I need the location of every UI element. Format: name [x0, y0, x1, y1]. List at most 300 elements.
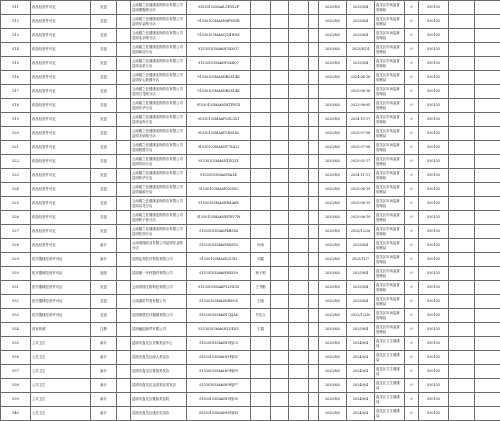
cell-date3: 2025/8/4	[347, 267, 375, 281]
cell-e2	[475, 211, 500, 225]
cell-date2: 2020/8/5	[319, 281, 347, 295]
cell-person	[251, 379, 271, 393]
cell-no: 537	[1, 365, 31, 379]
cell-admin: 530103	[419, 57, 449, 71]
cell-admin: 530103	[419, 43, 449, 57]
cell-flag: 0	[405, 127, 419, 141]
cell-e2	[475, 365, 500, 379]
table-row	[1, 169, 500, 183]
cell-cat: 变更	[91, 155, 117, 169]
cell-date1	[309, 253, 319, 267]
cell-code: 91530103MA6P4B5S4	[187, 225, 251, 239]
cell-addr: 云南健之佳健康连锁药店有限公司昆明阿子营分店	[131, 211, 187, 225]
table-row	[1, 239, 500, 253]
table-row	[1, 351, 500, 365]
cell-e2	[475, 337, 500, 351]
cell-flag: 0	[405, 239, 419, 253]
cell-person	[251, 85, 271, 99]
cell-flag: 0	[405, 309, 419, 323]
cell-name	[117, 351, 131, 365]
cell-flag: 0	[405, 99, 419, 113]
cell-date2: 2020/8/5	[319, 127, 347, 141]
cell-status	[289, 197, 309, 211]
cell-no: 534	[1, 323, 31, 337]
cell-admin: 530103	[419, 155, 449, 169]
cell-admin: 530103	[419, 113, 449, 127]
cell-admin: 530103	[419, 351, 449, 365]
cell-type: 公共卫生	[31, 379, 91, 393]
cell-name	[117, 225, 131, 239]
cell-date2: 2020/8/5	[319, 99, 347, 113]
cell-date2: 2020/8/5	[319, 393, 347, 407]
cell-flag: 0	[405, 15, 419, 29]
cell-flag: 0	[405, 43, 419, 57]
cell-flag: 0	[405, 169, 419, 183]
table-row	[1, 99, 500, 113]
cell-person	[251, 99, 271, 113]
cell-e2	[475, 15, 500, 29]
cell-addr: 云南健之佳健康连锁药店有限公司昆明联盟分店	[131, 141, 187, 155]
cell-org: 盘龙区市场监督管理局	[375, 169, 405, 183]
cell-no: 527	[1, 225, 31, 239]
cell-cat: 新办	[91, 337, 117, 351]
cell-date2: 2020/8/5	[319, 43, 347, 57]
cell-addr: 云南健之佳健康连锁药店有限公司昆明白龙路分店	[131, 85, 187, 99]
cell-issuer	[271, 99, 289, 113]
cell-date1	[309, 141, 319, 155]
cell-org: 盘龙区市场监督管理局	[375, 281, 405, 295]
cell-cat: 变更	[91, 15, 117, 29]
cell-e1	[449, 281, 475, 295]
cell-issuer	[271, 1, 289, 15]
cell-person	[251, 141, 271, 155]
cell-e1	[449, 267, 475, 281]
cell-issuer	[271, 29, 289, 43]
cell-date2: 2020/8/5	[319, 183, 347, 197]
cell-admin: 530103	[419, 15, 449, 29]
cell-date3: 2025-06-16	[347, 85, 375, 99]
cell-date2: 2020/8/5	[319, 113, 347, 127]
cell-type: 药品经营许可证	[31, 155, 91, 169]
cell-date1	[309, 15, 319, 29]
cell-status	[289, 113, 309, 127]
cell-date1	[309, 239, 319, 253]
cell-person: 王书勤	[251, 281, 271, 295]
cell-flag: 0	[405, 225, 419, 239]
cell-issuer	[271, 295, 289, 309]
cell-org: 盘龙区卫生健康局	[375, 379, 405, 393]
cell-no: 539	[1, 393, 31, 407]
cell-cat: 新办	[91, 253, 117, 267]
cell-e1	[449, 71, 475, 85]
cell-admin: 530103	[419, 337, 449, 351]
cell-date1	[309, 267, 319, 281]
table-row	[1, 43, 500, 57]
cell-person	[251, 43, 271, 57]
cell-e2	[475, 407, 500, 421]
cell-org: 盘龙区市场监督管理局	[375, 309, 405, 323]
cell-person: 叶雨	[251, 239, 271, 253]
cell-date3: 2023-08-05	[347, 99, 375, 113]
cell-code: 91530103MA6P6X5S9	[187, 267, 251, 281]
cell-name	[117, 43, 131, 57]
cell-date1	[309, 351, 319, 365]
cell-issuer	[271, 239, 289, 253]
cell-issuer	[271, 309, 289, 323]
cell-e1	[449, 29, 475, 43]
cell-date3: 2022/12/30	[347, 309, 375, 323]
cell-org: 盘龙区市场监督管理局	[375, 239, 405, 253]
table-row	[1, 281, 500, 295]
cell-date2: 2020/8/5	[319, 407, 347, 421]
cell-type: 药品经营许可证	[31, 99, 91, 113]
cell-admin: 530103	[419, 239, 449, 253]
cell-admin: 530103	[419, 281, 449, 295]
cell-org: 盘龙区市场监督管理局	[375, 127, 405, 141]
cell-admin: 530103	[419, 197, 449, 211]
cell-addr: 昆明运邦医疗科技有限公司	[131, 253, 187, 267]
cell-e2	[475, 225, 500, 239]
table-row	[1, 309, 500, 323]
cell-cat: 变更	[91, 211, 117, 225]
cell-admin: 530103	[419, 379, 449, 393]
cell-status	[289, 155, 309, 169]
cell-no: 526	[1, 211, 31, 225]
cell-e2	[475, 183, 500, 197]
cell-e1	[449, 85, 475, 99]
table-body	[1, 1, 500, 421]
cell-org: 盘龙区市场监督管理局	[375, 71, 405, 85]
cell-name	[117, 141, 131, 155]
cell-issuer	[271, 253, 289, 267]
cell-no: 521	[1, 141, 31, 155]
cell-type: 药品经营许可证	[31, 127, 91, 141]
cell-code: 91530103MA6P6A1K	[187, 169, 251, 183]
cell-flag: 0	[405, 351, 419, 365]
cell-date1	[309, 113, 319, 127]
cell-code: 91530103MA6NUK0Q7	[187, 43, 251, 57]
cell-date2: 2020/8/5	[319, 1, 347, 15]
cell-type: 药品经营许可证	[31, 71, 91, 85]
cell-org: 盘龙区市场监督管理局	[375, 15, 405, 29]
cell-date2: 2020/8/5	[319, 169, 347, 183]
cell-issuer	[271, 337, 289, 351]
cell-type: 公共卫生	[31, 393, 91, 407]
cell-no: 517	[1, 85, 31, 99]
cell-no: 528	[1, 239, 31, 253]
cell-status	[289, 57, 309, 71]
cell-status	[289, 295, 309, 309]
cell-issuer	[271, 15, 289, 29]
cell-e2	[475, 85, 500, 99]
cell-code: 91530102MA6L5EYX2P	[187, 1, 251, 15]
cell-person: 毕光云	[251, 309, 271, 323]
cell-person	[251, 29, 271, 43]
cell-issuer	[271, 57, 289, 71]
cell-addr: 昆明海恩医疗器械有限公司	[131, 309, 187, 323]
cell-addr: 云南健之佳健康连锁药店有限公司昆明德胜路分店	[131, 1, 187, 15]
cell-addr: 昆明瀚韵商贸有限公司	[131, 323, 187, 337]
cell-name	[117, 267, 131, 281]
cell-issuer	[271, 351, 289, 365]
table-row	[1, 127, 500, 141]
cell-e1	[449, 309, 475, 323]
table-row	[1, 407, 500, 421]
cell-e1	[449, 141, 475, 155]
cell-admin: 530103	[419, 71, 449, 85]
cell-issuer	[271, 71, 289, 85]
cell-type: 医疗器械经营许可证	[31, 281, 91, 295]
cell-no: 519	[1, 113, 31, 127]
cell-e1	[449, 43, 475, 57]
table-row	[1, 155, 500, 169]
cell-date2: 2020/8/5	[319, 379, 347, 393]
cell-addr: 昆明康一牙科器材有限公司	[131, 267, 187, 281]
cell-cat: 变更	[91, 29, 117, 43]
cell-date2: 2020/8/5	[319, 71, 347, 85]
cell-e2	[475, 99, 500, 113]
table-row	[1, 393, 500, 407]
cell-status	[289, 309, 309, 323]
cell-code: 91530103MA6NH6U6	[187, 295, 251, 309]
table-row	[1, 141, 500, 155]
cell-person	[251, 15, 271, 29]
cell-date3: 2025/4/14	[347, 43, 375, 57]
cell-addr: 云南健之佳健康连锁药店有限公司昆明龙泉路分店	[131, 127, 187, 141]
cell-org: 盘龙区市场监督管理局	[375, 155, 405, 169]
cell-name	[117, 393, 131, 407]
cell-cat: 变更	[91, 71, 117, 85]
cell-cat: 变更	[91, 197, 117, 211]
cell-no: 518	[1, 99, 31, 113]
cell-admin: 530103	[419, 295, 449, 309]
cell-type: 药品经营许可证	[31, 169, 91, 183]
cell-person	[251, 407, 271, 421]
cell-date3: 2024/8/4	[347, 365, 375, 379]
table-row	[1, 29, 500, 43]
cell-person	[251, 393, 271, 407]
cell-date2: 2020/8/5	[319, 309, 347, 323]
cell-addr: 云南健之佳健康连锁药店有限公司昆明穿心鼓楼分店	[131, 71, 187, 85]
cell-issuer	[271, 183, 289, 197]
cell-code: 91530103MA6N1XQ2X	[187, 155, 251, 169]
cell-date2: 2020/8/5	[319, 295, 347, 309]
cell-code: 91530103MA6N9PJE9	[187, 365, 251, 379]
table-row	[1, 337, 500, 351]
cell-no: 533	[1, 309, 31, 323]
cell-date3: 2025/8/4	[347, 15, 375, 29]
cell-addr: 昆明市盘龙区雅韵美容院	[131, 393, 187, 407]
cell-flag: 0	[405, 141, 419, 155]
cell-e1	[449, 407, 475, 421]
cell-code: 91530103MA6N9PJD1	[187, 351, 251, 365]
cell-date2: 2020/8/5	[319, 225, 347, 239]
cell-name	[117, 197, 131, 211]
cell-status	[289, 281, 309, 295]
cell-code: 91530103MA6NB2X14K	[187, 85, 251, 99]
cell-addr: 云南普瑞生物科技有限公司	[131, 281, 187, 295]
cell-date1	[309, 211, 319, 225]
cell-date3: 2025/8/4	[347, 57, 375, 71]
cell-e1	[449, 239, 475, 253]
cell-no: 530	[1, 267, 31, 281]
cell-type: 药品经营许可证	[31, 29, 91, 43]
cell-org: 盘龙区市场监督管理局	[375, 253, 405, 267]
cell-status	[289, 351, 309, 365]
cell-issuer	[271, 379, 289, 393]
cell-addr: 昆明市盘龙区贝斯美容中心	[131, 337, 187, 351]
cell-person	[251, 211, 271, 225]
cell-cat: 变更	[91, 141, 117, 155]
cell-date1	[309, 85, 319, 99]
cell-org: 盘龙区市场监督管理局	[375, 295, 405, 309]
cell-status	[289, 85, 309, 99]
cell-org: 盘龙区卫生健康局	[375, 351, 405, 365]
cell-person	[251, 183, 271, 197]
cell-org: 盘龙区市场监督管理局	[375, 113, 405, 127]
cell-e2	[475, 309, 500, 323]
cell-status	[289, 183, 309, 197]
cell-admin: 530103	[419, 99, 449, 113]
cell-no: 525	[1, 197, 31, 211]
cell-type: 药品经营许可证	[31, 211, 91, 225]
cell-cat: 变更	[91, 169, 117, 183]
cell-cat: 新办	[91, 393, 117, 407]
cell-cat: 变更	[91, 225, 117, 239]
cell-status	[289, 393, 309, 407]
cell-issuer	[271, 169, 289, 183]
cell-flag: 0	[405, 85, 419, 99]
table-row	[1, 295, 500, 309]
cell-e1	[449, 393, 475, 407]
cell-addr: 云南健之佳健康连锁药店有限公司昆明金星分店	[131, 57, 187, 71]
cell-code: 91530103MA6P1LVX5X	[187, 281, 251, 295]
cell-flag: 0	[405, 253, 419, 267]
cell-no: 514	[1, 43, 31, 57]
cell-org: 盘龙区市场监督管理局	[375, 197, 405, 211]
cell-date3: 2025/11/7	[347, 253, 375, 267]
cell-name	[117, 309, 131, 323]
cell-cat: 变更	[91, 295, 117, 309]
cell-person: 王娟	[251, 323, 271, 337]
cell-e2	[475, 379, 500, 393]
cell-e1	[449, 15, 475, 29]
cell-date3: 2025/8/4	[347, 29, 375, 43]
cell-no: 523	[1, 169, 31, 183]
cell-name	[117, 407, 131, 421]
cell-code: 91530103MA6NHT6V7W	[187, 211, 251, 225]
cell-addr: 云南健之佳健康连锁药店有限公司昆明新迎分店	[131, 43, 187, 57]
cell-code: 91530103MA6N9PJC3	[187, 337, 251, 351]
cell-addr: 云南健之佳健康连锁药店有限公司昆明双龙分店	[131, 197, 187, 211]
cell-type: 药品经营许可证	[31, 57, 91, 71]
cell-code: 91530103MA6NLU4N5	[187, 323, 251, 337]
cell-admin: 530103	[419, 141, 449, 155]
cell-e2	[475, 197, 500, 211]
cell-status	[289, 323, 309, 337]
cell-e1	[449, 323, 475, 337]
cell-e2	[475, 127, 500, 141]
cell-e2	[475, 281, 500, 295]
cell-type: 医疗器械经营许可证	[31, 295, 91, 309]
cell-admin: 530103	[419, 225, 449, 239]
cell-no: 516	[1, 71, 31, 85]
cell-e1	[449, 113, 475, 127]
cell-admin: 530103	[419, 309, 449, 323]
cell-name	[117, 57, 131, 71]
cell-date2: 2020/8/5	[319, 323, 347, 337]
cell-e1	[449, 1, 475, 15]
cell-flag: 0	[405, 197, 419, 211]
cell-code: 91530103MA6N7XJA6	[187, 309, 251, 323]
cell-admin: 530103	[419, 183, 449, 197]
cell-person: 刘露	[251, 253, 271, 267]
cell-cat: 新办	[91, 351, 117, 365]
cell-date3: 2024/8/4	[347, 337, 375, 351]
cell-status	[289, 239, 309, 253]
cell-person	[251, 57, 271, 71]
cell-no: 540	[1, 407, 31, 421]
cell-date3: 2024/8/4	[347, 407, 375, 421]
cell-code: 91530103MA6NUK4Q7	[187, 57, 251, 71]
cell-type: 药品经营许可证	[31, 197, 91, 211]
cell-status	[289, 15, 309, 29]
cell-type: 药品经营许可证	[31, 113, 91, 127]
cell-no: 515	[1, 57, 31, 71]
cell-cat: 变更	[91, 309, 117, 323]
cell-date3: 2024/8/4	[347, 351, 375, 365]
cell-e2	[475, 155, 500, 169]
cell-issuer	[271, 393, 289, 407]
cell-org: 盘龙区市场监督管理局	[375, 225, 405, 239]
cell-e2	[475, 43, 500, 57]
cell-flag: 0	[405, 57, 419, 71]
cell-addr: 昆明市盘龙区金顶美容美发店	[131, 379, 187, 393]
cell-e2	[475, 239, 500, 253]
cell-addr: 昆明市盘龙区柔悦美发店	[131, 365, 187, 379]
cell-date1	[309, 225, 319, 239]
cell-date3: 2025-07-08	[347, 127, 375, 141]
cell-flag: 0	[405, 1, 419, 15]
cell-status	[289, 169, 309, 183]
cell-no: 522	[1, 155, 31, 169]
cell-admin: 530103	[419, 85, 449, 99]
cell-date3: 2025/12/26	[347, 225, 375, 239]
cell-flag: 0	[405, 155, 419, 169]
cell-person	[251, 169, 271, 183]
cell-issuer	[271, 155, 289, 169]
cell-no: 532	[1, 295, 31, 309]
cell-admin: 530103	[419, 169, 449, 183]
cell-e1	[449, 211, 475, 225]
cell-cat: 变更	[91, 57, 117, 71]
cell-issuer	[271, 267, 289, 281]
cell-name	[117, 99, 131, 113]
cell-addr: 云南健之佳健康连锁药店有限公司昆明穿金路分店	[131, 15, 187, 29]
cell-type: 药品经营许可证	[31, 239, 91, 253]
cell-person	[251, 71, 271, 85]
cell-name	[117, 211, 131, 225]
cell-date2: 2020/8/5	[319, 29, 347, 43]
cell-admin: 530103	[419, 211, 449, 225]
cell-name	[117, 295, 131, 309]
cell-date2: 2020/8/5	[319, 141, 347, 155]
cell-issuer	[271, 43, 289, 57]
cell-date1	[309, 127, 319, 141]
cell-e2	[475, 1, 500, 15]
cell-name	[117, 1, 131, 15]
cell-type: 药品经营许可证	[31, 141, 91, 155]
